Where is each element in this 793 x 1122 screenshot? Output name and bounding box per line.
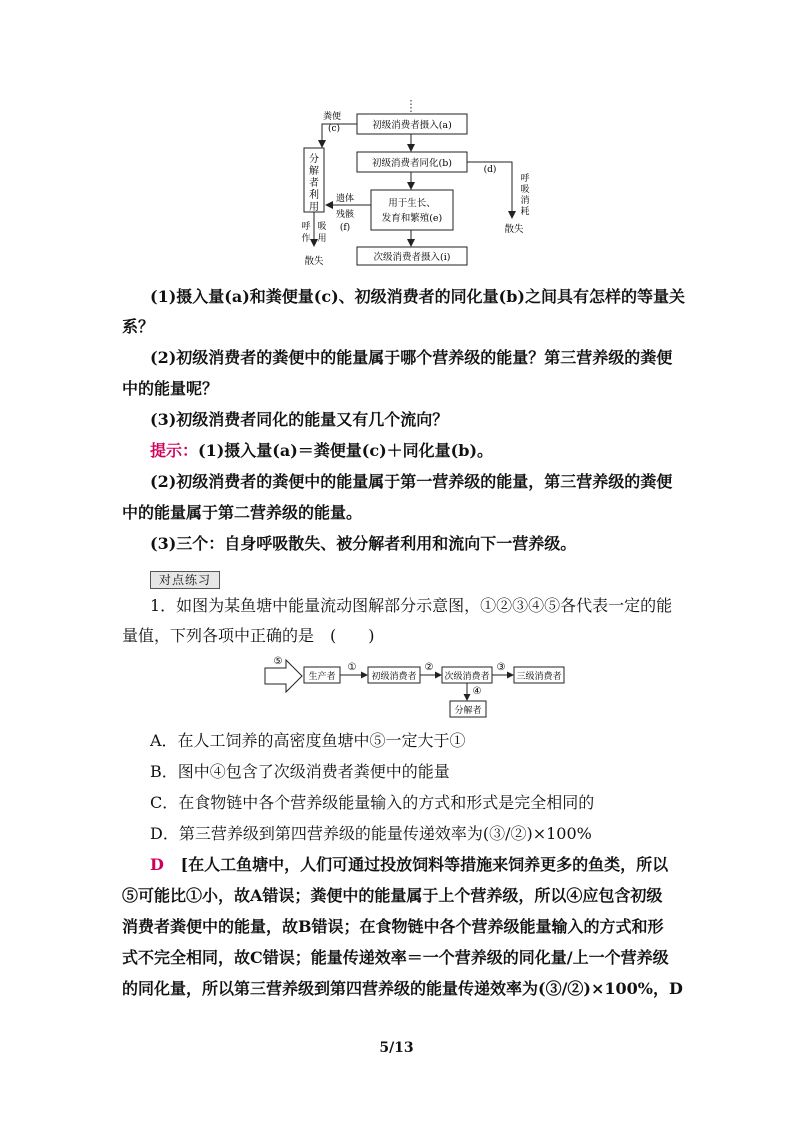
- label-3: ③: [496, 662, 506, 673]
- box-assimilation-b-label: 初级消费者同化(b): [372, 158, 452, 169]
- input-energy-arrow: [265, 660, 302, 692]
- box-secondary-intake-i-label: 次级消费者摄入(i): [373, 252, 451, 263]
- respiration-code: (d): [483, 165, 497, 175]
- hint-answer-2-line2: 中的能量属于第二营养级的能量。: [122, 503, 363, 522]
- option-c: C．在食物链中各个营养级能量输入的方式和形式是完全相同的: [150, 793, 595, 812]
- decomposer-char-4: 利: [309, 190, 319, 201]
- dissipate-left: 散失: [304, 256, 324, 267]
- resp-char-4: 耗: [520, 207, 530, 217]
- box-tertiary-consumer-label: 三级消费者: [516, 672, 562, 682]
- left-resp-c1-1: 呼: [301, 222, 311, 232]
- left-resp-c1-2: 作: [301, 234, 311, 244]
- left-resp-c2-2: 用: [317, 234, 327, 244]
- food-chain-diagram: [0, 650, 793, 722]
- box-producer-label: 生产者: [308, 672, 336, 682]
- resp-char-1: 呼: [520, 174, 530, 184]
- remains-line2: 残骸: [335, 210, 355, 220]
- answer-line5: 的同化量，所以第三营养级到第四营养级的能量传递效率为(③/②)×100%，D: [122, 979, 683, 998]
- question-2-line1: (2)初级消费者的粪便中的能量属于哪个营养级的能量？第三营养级的粪便: [150, 348, 673, 367]
- option-a: A．在人工饲养的高密度鱼塘中⑤一定大于①: [150, 731, 466, 750]
- box-growth-e-line2: 发育和繁殖(e): [381, 213, 443, 224]
- feces-label: 粪便: [322, 112, 342, 122]
- option-d: D．第三营养级到第四营养级的能量传递效率为(③/②)×100%: [150, 824, 592, 843]
- answer-line1: [150, 855, 668, 875]
- option-b: B．图中④包含了次级消费者粪便中的能量: [150, 762, 450, 781]
- answer-letter: D: [150, 855, 164, 874]
- hint-answer-3: (3)三个：自身呼吸散失、被分解者利用和流向下一营养级。: [150, 534, 577, 553]
- label-2: ②: [424, 662, 434, 673]
- resp-char-2: 吸: [520, 185, 530, 195]
- question-2-line2: 中的能量呢？: [122, 379, 219, 398]
- hint-answer-1-text: (1)摄入量(a)＝粪便量(c)＋同化量(b)。: [198, 441, 494, 460]
- decomposer-char-2: 解: [309, 166, 319, 177]
- box-growth-e: [371, 190, 453, 230]
- dissipate-right: 散失: [504, 224, 524, 235]
- box-growth-e-line1: 用于生长、: [388, 198, 436, 209]
- practice-tag: 对点练习: [150, 571, 220, 589]
- practice-stem-line2: 量值，下列各项中正确的是 ( ): [122, 626, 375, 645]
- remains-line1: 遗体: [335, 194, 355, 204]
- question-1-line1: (1)摄入量(a)和粪便量(c)、初级消费者的同化量(b)之间具有怎样的等量关: [150, 287, 685, 306]
- label-4: ④: [472, 686, 482, 697]
- answer-line2: ⑤可能比①小，故A错误；粪便中的能量属于上个营养级，所以④应包含初级: [122, 886, 663, 905]
- energy-flow-diagram: [0, 0, 793, 280]
- hint-label: 提示：: [150, 441, 199, 460]
- feces-code: (c): [327, 124, 341, 134]
- left-resp-c2-1: 吸: [317, 222, 327, 232]
- decomposer-char-5: 用: [309, 202, 319, 213]
- question-1-line2: 系？: [122, 317, 155, 336]
- remains-code: (f): [339, 223, 351, 233]
- hint-answer-2-line1: (2)初级消费者的粪便中的能量属于第一营养级的能量，第三营养级的粪便: [150, 472, 673, 491]
- question-3: (3)初级消费者同化的能量又有几个流向？: [150, 410, 449, 429]
- decomposer-char-3: 者: [309, 178, 319, 189]
- page-number: 5/13: [379, 1040, 414, 1056]
- answer-line4: 式不完全相同，故C错误；能量传递效率＝一个营养级的同化量/上一个营养级: [122, 948, 669, 967]
- box-secondary-consumer-label: 次级消费者: [444, 672, 490, 682]
- hint-answer-1: [150, 441, 493, 461]
- resp-char-3: 消: [520, 196, 530, 206]
- practice-stem-line1: 1．如图为某鱼塘中能量流动图解部分示意图，①②③④⑤各代表一定的能: [150, 596, 673, 615]
- box-decomposer-2-label: 分解者: [454, 706, 482, 716]
- label-5: ⑤: [273, 656, 283, 667]
- answer-line1-text: [在人工鱼塘中，人们可通过投放饲料等措施来饲养更多的鱼类，所以: [180, 855, 669, 874]
- box-primary-consumer-label: 初级消费者: [371, 672, 417, 682]
- answer-line3: 消费者粪便中的能量，故B错误；在食物链中各个营养级能量输入的方式和形: [122, 917, 664, 936]
- box-intake-a-label: 初级消费者摄入(a): [372, 120, 452, 131]
- decomposer-char-1: 分: [309, 154, 319, 165]
- label-1: ①: [347, 662, 357, 673]
